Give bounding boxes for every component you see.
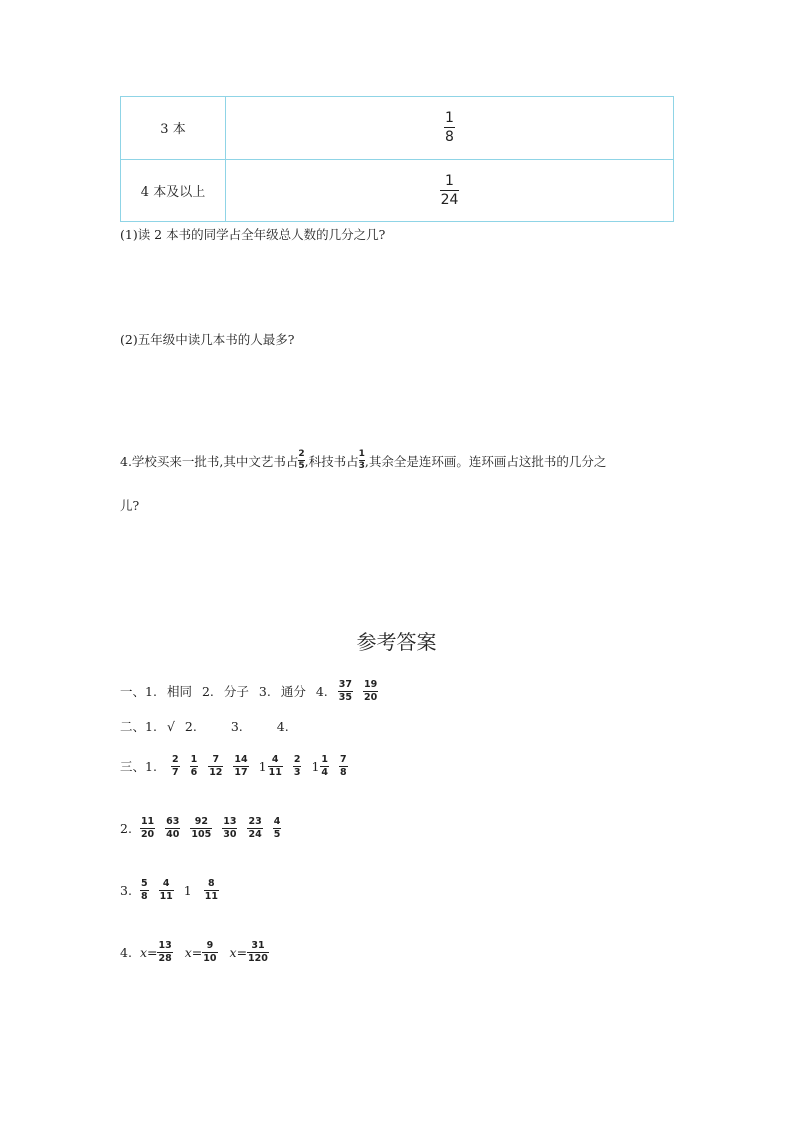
mixed-number-whole: 1	[258, 758, 267, 774]
fraction: $\frac{1}{6}$	[190, 754, 198, 778]
fraction: $\frac{7}{12}$	[209, 754, 223, 778]
fraction: $\frac{7}{8}$	[340, 754, 347, 778]
table-row	[121, 97, 674, 160]
fraction: $\frac{4}{11}$	[159, 878, 173, 902]
answer-section-1: 一、1. 相同 2. 分子 3. 通分 4. $\frac{37}{35}$ $\frac{19}{20}$	[120, 679, 378, 703]
table-row	[121, 159, 674, 222]
fraction: $\frac{1}{24}$	[440, 172, 459, 208]
answer-section-3-3: 3. $\frac{5}{8}$ $\frac{4}{11}$ 1 $\frac{8}{11}$	[120, 878, 218, 902]
fraction: $\frac{8}{11}$	[204, 878, 218, 902]
fraction: $\frac{23}{24}$	[248, 816, 262, 840]
answer-section-3: 三、1. $\frac{2}{7}$ $\frac{1}{6}$ $\frac{7}{12}$ $\frac{14}{17}$ 1 $\frac{4}{11}$ $\frac{2}{3}$ 1 $\frac{1}{4}$ $\frac{7}{8}$	[120, 754, 347, 778]
reading-table	[120, 96, 674, 222]
fraction: $\frac{1}{4}$	[321, 754, 329, 778]
fraction: $\frac{13}{28}$	[158, 940, 172, 964]
fraction: $\frac{1}{3}$	[358, 449, 365, 471]
fraction: $\frac{2}{5}$	[298, 449, 305, 471]
fraction: $\frac{37}{35}$	[338, 679, 353, 703]
question-1: (1)读 2 本书的同学占全年级总人数的几分之几?	[120, 227, 386, 242]
mixed-number-whole: 1	[311, 758, 320, 774]
fraction: $\frac{14}{17}$	[234, 754, 248, 778]
question-4-line2: 儿?	[120, 498, 140, 513]
table-cell-fraction	[226, 97, 674, 160]
fraction: $\frac{13}{30}$	[223, 816, 237, 840]
fraction: $\frac{63}{40}$	[166, 816, 180, 840]
answers-title: 参考答案	[356, 630, 437, 654]
table-cell-label: 3 本	[121, 97, 226, 160]
answer-section-3-2: 2. $\frac{11}{20}$ $\frac{63}{40}$ $\frac{92}{105}$ $\frac{13}{30}$ $\frac{23}{24}$ $\frac{4}{5}$	[120, 816, 281, 840]
answer-section-2: 二、1. √ 2. 3. 4.	[120, 718, 289, 734]
fraction: $\frac{19}{20}$	[364, 679, 378, 703]
fraction: $\frac{4}{11}$	[268, 754, 282, 778]
fraction: $\frac{2}{7}$	[171, 754, 179, 778]
fraction: $\frac{2}{3}$	[293, 754, 301, 778]
fraction: $\frac{92}{105}$	[191, 816, 212, 840]
question-2: (2)五年级中读几本书的人最多?	[120, 332, 295, 347]
fraction: $\frac{1}{8}$	[445, 110, 454, 146]
question-4: 4.学校买来一批书,其中文艺书占 $\frac{2}{5}$ ,科技书占 $\frac{1}{3}$ ,其余全是连环画。连环画占这批书的几分之	[120, 449, 607, 471]
fraction: $\frac{4}{5}$	[273, 816, 281, 840]
fraction: $\frac{31}{120}$	[248, 940, 268, 964]
table-cell-label: 4 本及以上	[121, 159, 226, 222]
table-cell-fraction	[226, 159, 674, 222]
answer-section-3-4: 4. x = $\frac{13}{28}$ x = $\frac{9}{10}$ x = $\frac{31}{120}$	[120, 940, 268, 964]
fraction: $\frac{9}{10}$	[203, 940, 217, 964]
fraction: $\frac{11}{20}$	[140, 816, 155, 840]
fraction: $\frac{5}{8}$	[140, 878, 148, 902]
